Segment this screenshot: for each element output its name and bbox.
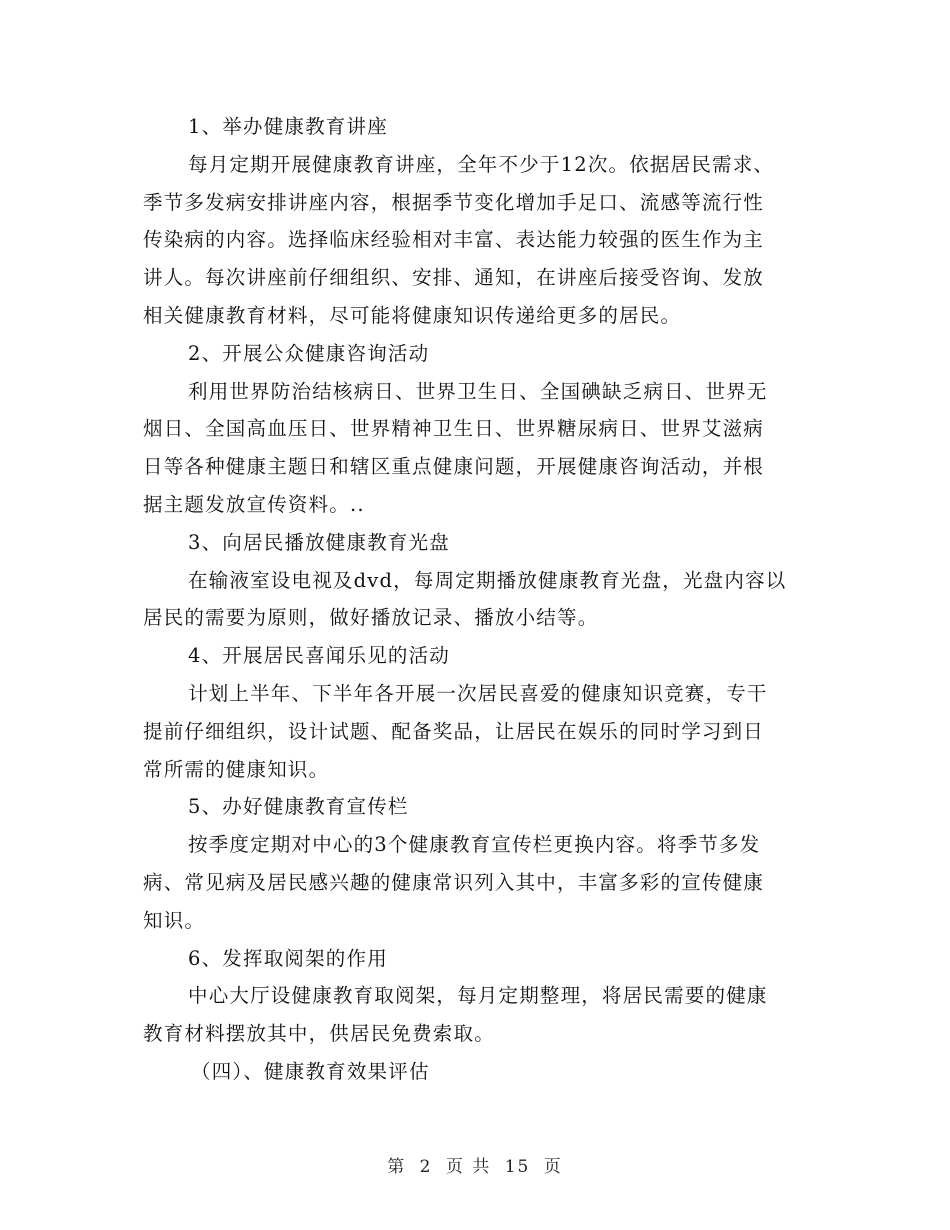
section-heading-evaluation: （四）、健康教育效果评估 [191, 1059, 430, 1083]
paragraph-line: 知识。 [143, 908, 206, 932]
paragraph-line: 教育材料摆放其中，供居民免费索取。 [143, 1022, 495, 1046]
footer-suffix: 页 [543, 1157, 563, 1177]
paragraph-line: 据主题发放宣传资料。.. [143, 492, 365, 516]
footer-current-page: 2 [419, 1157, 433, 1177]
heading-bulletin-board: 5、办好健康教育宣传栏 [188, 795, 409, 819]
footer-prefix: 第 [387, 1157, 407, 1177]
paragraph-line: 利用世界防治结核病日、世界卫生日、全国碘缺乏病日、世界无 [188, 379, 768, 403]
heading-disc-playback: 3、向居民播放健康教育光盘 [188, 530, 451, 554]
heading-reading-rack: 6、发挥取阅架的作用 [188, 946, 388, 970]
paragraph-line: 计划上半年、下半年各开展一次居民喜爱的健康知识竞赛，专干 [188, 681, 768, 705]
heading-lectures: 1、举办健康教育讲座 [188, 115, 388, 138]
footer-total-pages: 15 [504, 1157, 531, 1177]
paragraph-line: 按季度定期对中心的3个健康教育宣传栏更换内容。将季节多发 [188, 833, 761, 857]
page-footer [0, 1152, 950, 1177]
paragraph-line: 中心大厅设健康教育取阅架，每月定期整理，将居民需要的健康 [188, 984, 768, 1008]
paragraph-line: 居民的需要为原则，做好播放记录、播放小结等。 [143, 606, 599, 630]
paragraph-line: 日等各种健康主题日和辖区重点健康问题，开展健康咨询活动，并根 [143, 455, 765, 479]
paragraph-line: 讲人。每次讲座前仔细组织、安排、通知，在讲座后接受咨询、发放 [143, 266, 765, 290]
paragraph-line: 每月定期开展健康教育讲座，全年不少于12次。依据居民需求、 [188, 152, 775, 176]
paragraph-line: 常所需的健康知识。 [143, 757, 330, 781]
heading-consultation: 2、开展公众健康咨询活动 [188, 341, 430, 365]
paragraph-line: 传染病的内容。选择临床经验相对丰富、表达能力较强的医生作为主 [143, 228, 765, 252]
paragraph-line: 提前仔细组织，设计试题、配备奖品，让居民在娱乐的同时学习到日 [143, 719, 765, 743]
paragraph-line: 季节多发病安排讲座内容，根据季节变化增加手足口、流感等流行性 [143, 190, 765, 214]
paragraph-line: 病、常见病及居民感兴趣的健康常识列入其中，丰富多彩的宣传健康 [143, 870, 765, 894]
heading-activities: 4、开展居民喜闻乐见的活动 [188, 644, 451, 668]
document-body [143, 108, 803, 1091]
footer-middle: 页 共 [445, 1157, 492, 1177]
paragraph-line: 在输液室设电视及dvd，每周定期播放健康教育光盘，光盘内容以 [188, 568, 787, 592]
paragraph-line: 烟日、全国高血压日、世界精神卫生日、世界糖尿病日、世界艾滋病 [143, 417, 765, 441]
paragraph-line: 相关健康教育材料，尽可能将健康知识传递给更多的居民。 [143, 303, 682, 327]
